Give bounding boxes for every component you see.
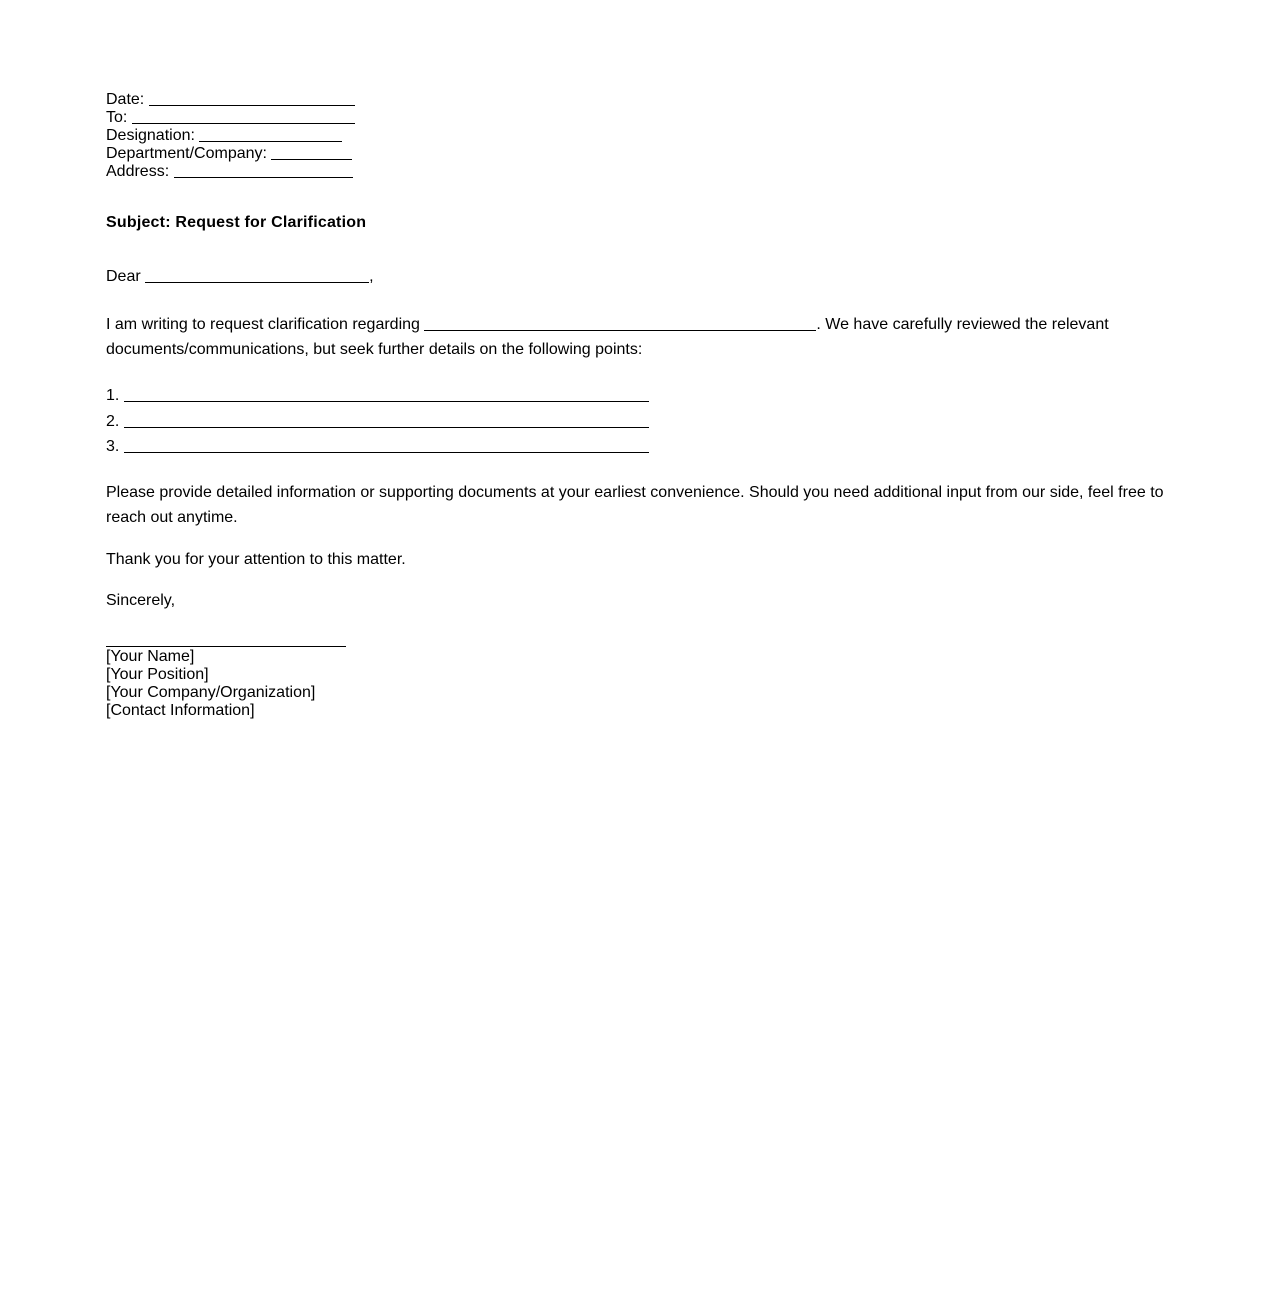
paragraph-thanks: Thank you for your attention to this matter.: [106, 550, 406, 568]
to-label: To:: [106, 109, 128, 126]
department-field: [106, 145, 1176, 163]
paragraph-request-after: . We have carefully reviewed the relevant documents/communications, but seek further details on the following points:: [106, 316, 1109, 358]
point-2-blank[interactable]: [124, 413, 649, 428]
point-number: 2.: [106, 412, 120, 430]
signature-line[interactable]: [106, 632, 346, 647]
list-item: [106, 383, 1176, 409]
list-item: [106, 409, 1176, 435]
signature-name: [Your Name]: [106, 647, 195, 665]
list-item: [106, 434, 1176, 460]
paragraph-request: [106, 312, 1176, 362]
subject-line: Subject: Request for Clarification: [106, 214, 367, 231]
date-label: Date:: [106, 91, 145, 108]
to-blank[interactable]: [132, 109, 355, 124]
salutation-prefix: Dear: [106, 268, 141, 285]
salutation-suffix: ,: [369, 268, 374, 285]
paragraph-details: Please provide detailed information or supporting documents at your earliest convenience. Should you need additional input from our side, feel free to reach out anytime.: [106, 483, 1164, 526]
signature-block: [106, 648, 1176, 720]
address-field: [106, 163, 1176, 181]
address-label: Address:: [106, 163, 170, 180]
point-number: 3.: [106, 438, 120, 455]
signature-position: [Your Position]: [106, 665, 209, 683]
department-label: Department/Company:: [106, 145, 267, 162]
date-blank[interactable]: [149, 91, 355, 106]
point-3-blank[interactable]: [124, 438, 649, 453]
signature-contact: [Contact Information]: [106, 701, 255, 719]
point-number: 1.: [106, 387, 120, 404]
signature-company: [Your Company/Organization]: [106, 683, 316, 701]
date-field: [106, 91, 1176, 109]
recipient-name-blank[interactable]: [145, 268, 369, 283]
points-list: [106, 383, 1176, 460]
address-blank[interactable]: [174, 163, 353, 178]
designation-field: [106, 127, 1176, 145]
topic-blank[interactable]: [424, 316, 816, 331]
point-1-blank[interactable]: [124, 387, 649, 402]
letter-document: [106, 91, 1176, 720]
paragraph-request-before: I am writing to request clarification regarding: [106, 316, 420, 333]
header-fields: [106, 91, 1176, 181]
salutation: [106, 268, 1176, 286]
designation-blank[interactable]: [199, 127, 342, 142]
closing: Sincerely,: [106, 591, 176, 609]
to-field: [106, 109, 1176, 127]
department-blank[interactable]: [271, 145, 352, 160]
designation-label: Designation:: [106, 127, 195, 144]
